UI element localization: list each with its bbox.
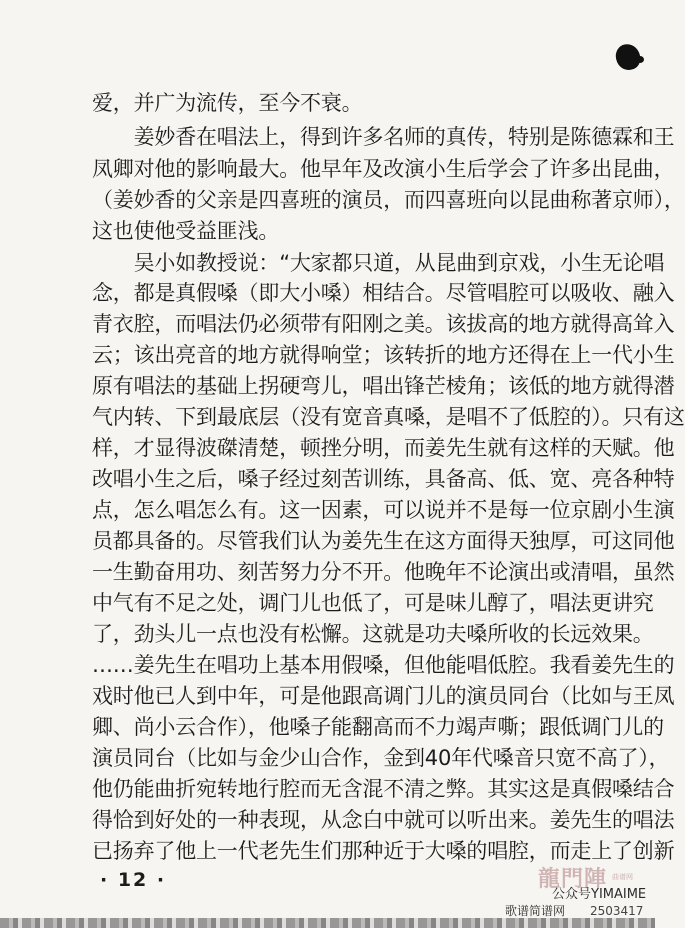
text-line: 卿、尚小云合作），他嗓子能翻高而不力竭声嘶；跟低调门儿的 — [92, 715, 664, 739]
text-line: 这也使他受益匪浅。 — [92, 219, 280, 243]
text-line: 吴小如教授说：“大家都只道，从昆曲到京戏，小生无论唱 — [92, 251, 665, 275]
text-line: 演员同台（比如与金少山合作，金到40年代嗓音只宽不高了）， — [92, 746, 670, 770]
text-line: 戏时他已人到中年，可是他跟高调门儿的演员同台（比如与王凤 — [92, 684, 675, 708]
text-line: 他仍能曲折宛转地行腔而无含混不清之弊。其实这是真假嗓结合 — [92, 777, 675, 801]
text-line: 点，怎么唱怎么有。这一因素，可以说并不是每一位京剧小生演 — [92, 498, 675, 522]
ink-spot — [636, 56, 644, 63]
text-line: ……姜先生在唱功上基本用假嗓，但他能唱低腔。我看姜先生的 — [92, 653, 675, 677]
text-line: 已扬弃了他上一代老先生们那种近于大嗓的唱腔，而走上了创新 — [92, 839, 675, 863]
text-line: 凤卿对他的影响最大。他早年及改演小生后学会了许多出昆曲， — [92, 157, 675, 181]
page-number: · 12 · — [100, 869, 167, 891]
text-line: 爱，并广为流传，至今不衰。 — [92, 91, 363, 115]
text-line: 改唱小生之后，嗓子经过刻苦训练，具备高、低、宽、亮各种特 — [92, 467, 675, 491]
text-line: 员都具备的。尽管我们认为姜先生在这方面得天独厚，可这同他 — [92, 529, 675, 553]
text-line: 念，都是真假嗓（即大小嗓）相结合。尽管唱腔可以吸收、融入 — [92, 281, 675, 305]
text-line: 了，劲头儿一点也没有松懈。这就是功夫嗓所收的长远效果。 — [92, 622, 654, 646]
scan-edge-artifact — [0, 918, 655, 928]
watermark-text: 公众号YIMAIME — [552, 887, 647, 902]
text-line: 气内转、下到最底层（没有宽音真嗓，是唱不了低腔的）。只有这 — [92, 405, 685, 429]
text-line: 样，才显得波磔清楚，顿挫分明，而姜先生就有这样的天赋。他 — [92, 436, 675, 460]
watermark-logo: 龍門陣 — [538, 866, 608, 892]
text-line: 姜妙香在唱法上，得到许多名师的真传，特别是陈德霖和王 — [92, 125, 675, 149]
text-line: 中气有不足之处，调门儿也低了，可是味儿醇了，唱法更讲究 — [92, 591, 654, 615]
text-line: 一生勤奋用功、刻苦努力分不开。他晚年不论演出或清唱，虽然 — [92, 560, 675, 584]
watermark-site: 歌谱简谱网 — [505, 904, 566, 918]
text-line: 原有唱法的基础上拐硬弯儿，唱出锋芒棱角；该低的地方就得潜 — [92, 374, 675, 398]
text-line: 青衣腔，而唱法仍必须带有阳刚之美。该拔高的地方就得高耸入 — [92, 312, 675, 336]
text-line: （姜妙香的父亲是四喜班的演员，而四喜班向以昆曲称著京师）， — [92, 188, 685, 212]
watermark-code: 2503417 — [590, 904, 644, 918]
watermark-small: 曲谱网 — [612, 873, 633, 881]
text-line: 得恰到好处的一种表现，从念白中就可以听出来。姜先生的唱法 — [92, 808, 675, 832]
text-line: 云；该出亮音的地方就得响堂；该转折的地方还得在上一代小生 — [92, 343, 675, 367]
